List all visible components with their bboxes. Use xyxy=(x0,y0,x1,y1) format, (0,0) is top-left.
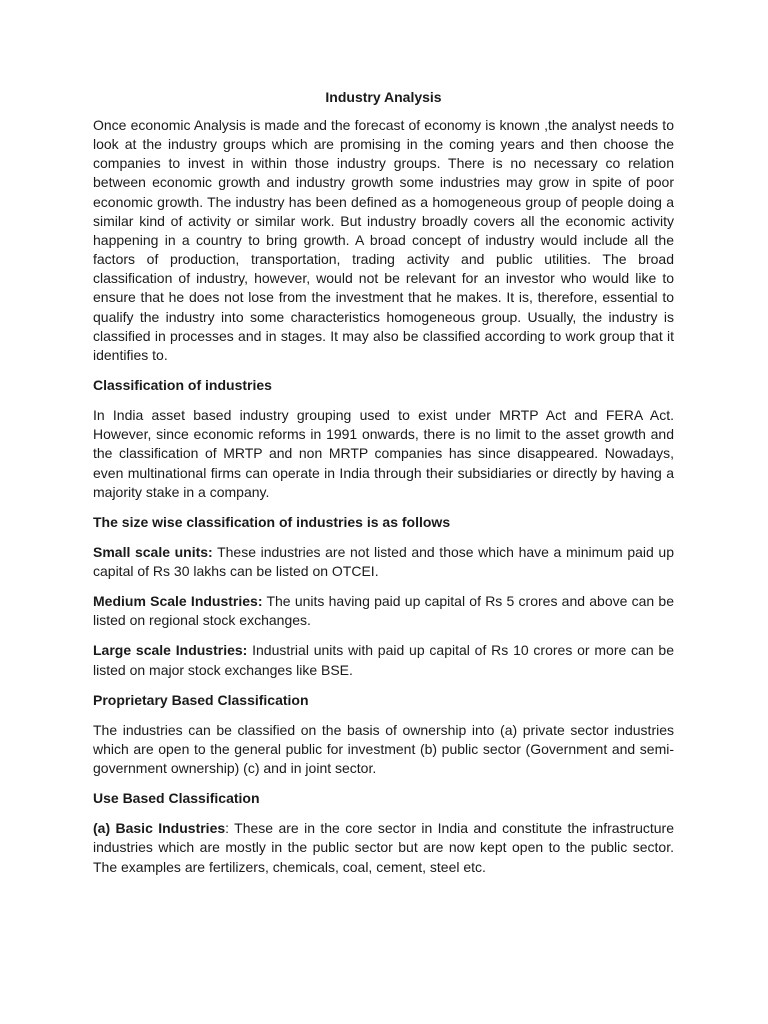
small-scale-text: These industries are not listed and those which have a minimum paid up capital of Rs 30 lakhs can be listed on OTCEI. xyxy=(93,543,674,579)
basic-industries-paragraph xyxy=(93,819,674,876)
document-page xyxy=(93,88,674,888)
medium-scale-paragraph xyxy=(93,592,674,630)
classification-paragraph: In India asset based industry grouping used to exist under MRTP Act and FERA Act. However, since economic reforms in 1991 onwards, there is no limit to the asset growth and the classification of MRTP and non MRTP companies has since disappeared. Nowadays, even multinational firms can operate in India through their subsidiaries or directly by having a majority stake in a company. xyxy=(93,407,674,500)
small-scale-label: Small scale units: xyxy=(93,543,213,560)
size-classification-heading: The size wise classification of industries is as follows xyxy=(93,513,451,530)
proprietary-paragraph: The industries can be classified on the basis of ownership into (a) private sector industries which are open to the general public for investment (b) public sector (Government and semi-government ownership) (c) and in joint sector. xyxy=(93,721,674,777)
intro-paragraph: Once economic Analysis is made and the forecast of economy is known ,the analyst needs to look at the industry groups which are promising in the coming years and then choose the companies to invest in within those industry groups. There is no necessary co relation between economic growth and industry growth some industries may grow in spite of poor economic growth. The industry has been defined as a homogeneous group of people doing a similar kind of activity or similar work. But industry broadly covers all the economic activity happening in a country to bring growth. A broad concept of industry would include all the factors of production, transportation, trading activity and public utilities. The broad classification of industry, however, would not be relevant for an investor who would like to ensure that he does not lose from the investment that he makes. It is, therefore, essential to qualify the industry into some characteristics homogeneous group. Usually, the industry is classified in processes and in stages. It may also be classified according to work group that it identifies to. xyxy=(93,117,674,363)
large-scale-paragraph xyxy=(93,641,674,679)
proprietary-heading: Proprietary Based Classification xyxy=(93,691,309,708)
medium-scale-text: The units having paid up capital of Rs 5 crores and above can be listed on regional stock exchanges. xyxy=(93,593,674,629)
basic-industries-label: (a) Basic Industries xyxy=(93,820,226,837)
large-scale-text: Industrial units with paid up capital of Rs 10 crores or more can be listed on major stock exchanges like BSE. xyxy=(93,642,674,678)
small-scale-paragraph xyxy=(93,543,674,581)
classification-heading: Classification of industries xyxy=(93,377,272,394)
use-based-heading: Use Based Classification xyxy=(93,790,260,807)
basic-industries-text: : These are in the core sector in India and constitute the infrastructure industries which are mostly in the public sector but are now kept open to the public sector. The examples are fertilizers, chemicals, coal, cement, steel etc. xyxy=(93,820,674,875)
medium-scale-label: Medium Scale Industries: xyxy=(93,593,263,610)
document-title: Industry Analysis xyxy=(325,89,442,105)
large-scale-label: Large scale Industries: xyxy=(93,642,248,659)
